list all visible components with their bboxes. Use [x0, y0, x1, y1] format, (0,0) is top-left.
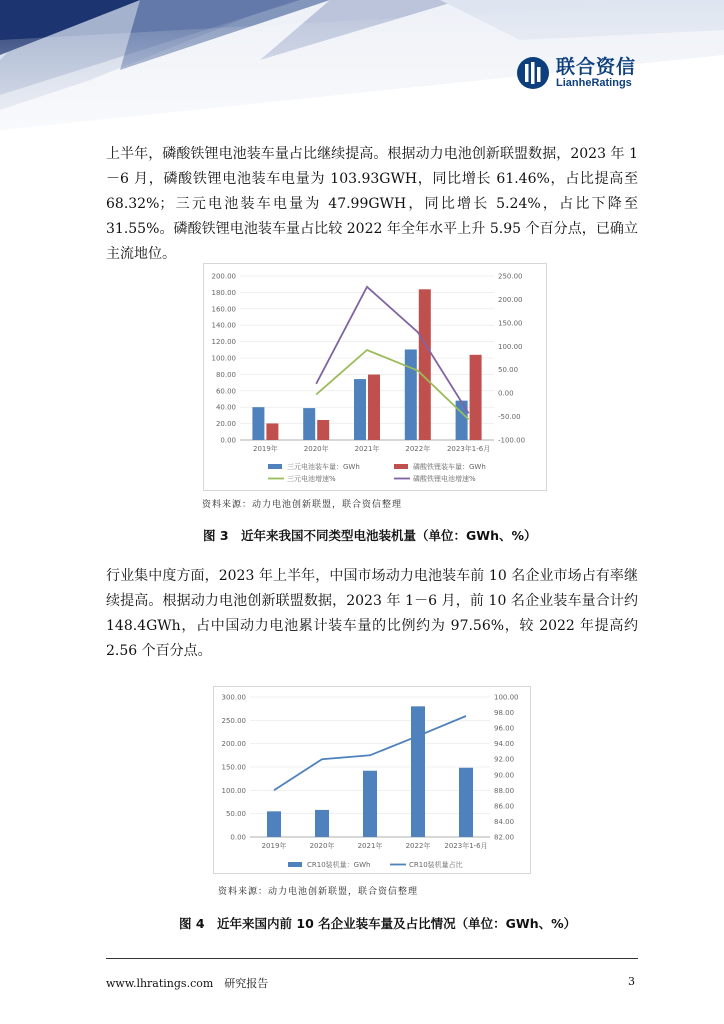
paragraph-text: 行业集中度方面，2023 年上半年，中国市场动力电池装车前 10 名企业市场占有率继续提高。根据动力电池创新联盟数据，2023 年 1－6 月，前 10 名企业装车量合计约 148.4GWh，占中国动力电池累计装车量的比例约为 97.56%，较 2022 年提高约 2.56 个百分点。	[106, 568, 638, 659]
y-tick-label: 160.00	[211, 305, 236, 314]
y-tick-label: 300.00	[221, 693, 246, 702]
figure3-source: 资料来源：动力电池创新联盟，联合资信整理	[202, 500, 403, 510]
bar	[266, 423, 278, 440]
y-tick-label: 20.00	[215, 420, 236, 429]
series-line	[316, 287, 468, 414]
series-line	[316, 350, 468, 419]
x-tick-label: 2023年1-6月	[444, 842, 488, 850]
y2-tick-label: 100.00	[498, 342, 523, 351]
bar	[267, 811, 281, 837]
bar	[456, 401, 468, 440]
y2-tick-label: 50.00	[498, 366, 519, 375]
x-tick-label: 2021年	[354, 445, 380, 453]
legend-label: CR10装机量：GWh	[307, 861, 371, 869]
y-tick-label: 50.00	[225, 810, 246, 819]
bar	[303, 408, 315, 440]
chart-top10-enterprises-svg	[214, 687, 530, 873]
bar	[368, 375, 380, 440]
bar	[317, 420, 329, 440]
y2-tick-label: 88.00	[494, 786, 515, 795]
y-tick-label: 140.00	[211, 321, 236, 330]
paragraph-battery-share	[106, 142, 638, 267]
y2-tick-label: 150.00	[498, 319, 523, 328]
figure4-source: 资料来源：动力电池创新联盟，联合资信整理	[218, 887, 419, 897]
page-number: 3	[628, 975, 635, 988]
footer-site: www.lhratings.com 研究报告	[106, 977, 269, 990]
y-tick-label: 0.00	[230, 833, 246, 842]
y2-tick-label: 94.00	[494, 740, 515, 749]
y2-tick-label: 100.00	[494, 693, 519, 702]
figure4-caption: 图 4 近年来国内前 10 名企业装车量及占比情况（单位：GWh、%）	[179, 916, 577, 931]
legend-label: 三元电池装车量：GWh	[287, 463, 360, 471]
y2-tick-label: 86.00	[494, 802, 515, 811]
chart-top10-enterprises	[213, 686, 531, 874]
x-tick-label: 2019年	[261, 842, 287, 850]
y-tick-label: 60.00	[215, 387, 236, 396]
y2-tick-label: 82.00	[494, 833, 515, 842]
y-tick-label: 180.00	[211, 288, 236, 297]
x-tick-label: 2020年	[309, 842, 335, 850]
y2-tick-label: -100.00	[498, 436, 526, 445]
y2-tick-label: 98.00	[494, 709, 515, 718]
bar	[354, 379, 366, 440]
y-tick-label: 100.00	[211, 354, 236, 363]
bar	[470, 355, 482, 440]
x-tick-label: 2019年	[252, 445, 278, 453]
lianhe-logo-icon	[516, 56, 550, 90]
bar	[252, 407, 264, 440]
y-tick-label: 200.00	[211, 272, 236, 281]
y2-tick-label: 200.00	[498, 295, 523, 304]
bar	[419, 289, 431, 440]
chart-battery-types	[203, 263, 547, 491]
x-tick-label: 2023年1-6月	[446, 445, 491, 453]
legend-label: 磷酸铁锂装车量：GWh	[413, 463, 486, 471]
x-tick-label: 2022年	[405, 842, 431, 850]
y-tick-label: 200.00	[221, 740, 246, 749]
figure3-caption: 图 3 近年来我国不同类型电池装机量（单位：GWh、%）	[203, 528, 537, 543]
legend-label: CR10装机量占比	[409, 861, 463, 869]
company-logo	[516, 56, 636, 90]
bar	[363, 771, 377, 837]
y-tick-label: 150.00	[221, 763, 246, 772]
logo-english-name: LianheRatings	[556, 76, 632, 89]
legend-label: 磷酸铁锂电池增速%	[413, 475, 476, 483]
legend-label: 三元电池增速%	[287, 475, 336, 483]
bar	[411, 706, 425, 837]
bar	[405, 349, 417, 440]
y2-tick-label: 0.00	[498, 389, 514, 398]
y-tick-label: 250.00	[221, 716, 246, 725]
y2-tick-label: 90.00	[494, 771, 515, 780]
y-tick-label: 100.00	[221, 786, 246, 795]
footer-divider	[106, 958, 638, 959]
y2-tick-label: 96.00	[494, 724, 515, 733]
x-tick-label: 2022年	[405, 445, 431, 453]
y-tick-label: 80.00	[215, 370, 236, 379]
y2-tick-label: 92.00	[494, 755, 515, 764]
bar	[459, 768, 473, 837]
y-tick-label: 120.00	[211, 338, 236, 347]
bar	[315, 810, 329, 837]
legend-swatch	[288, 862, 302, 867]
x-tick-label: 2021年	[357, 842, 383, 850]
y2-tick-label: -50.00	[498, 413, 521, 422]
chart-battery-types-svg	[204, 264, 546, 490]
paragraph-text: 上半年，磷酸铁锂电池装车量占比继续提高。根据动力电池创新联盟数据，2023 年 1－6 月，磷酸铁锂电池装车电量为 103.93GWH，同比增长 61.46%，占比提高至 68.32%；三元电池装车电量为 47.99GWH，同比增长 5.24%，占比下降至 31.55%。磷酸铁锂电池装车量占比较 2022 年全年水平上升 5.95 个百分点，已确立主流地位。	[106, 146, 638, 262]
paragraph-concentration	[106, 564, 638, 664]
y2-tick-label: 250.00	[498, 272, 523, 281]
logo-chinese-name: 联合资信	[556, 55, 637, 78]
y2-tick-label: 84.00	[494, 817, 515, 826]
x-tick-label: 2020年	[303, 445, 329, 453]
y-tick-label: 40.00	[215, 403, 236, 412]
legend-swatch	[394, 464, 408, 469]
legend-swatch	[268, 464, 282, 469]
y-tick-label: 0.00	[220, 436, 236, 445]
